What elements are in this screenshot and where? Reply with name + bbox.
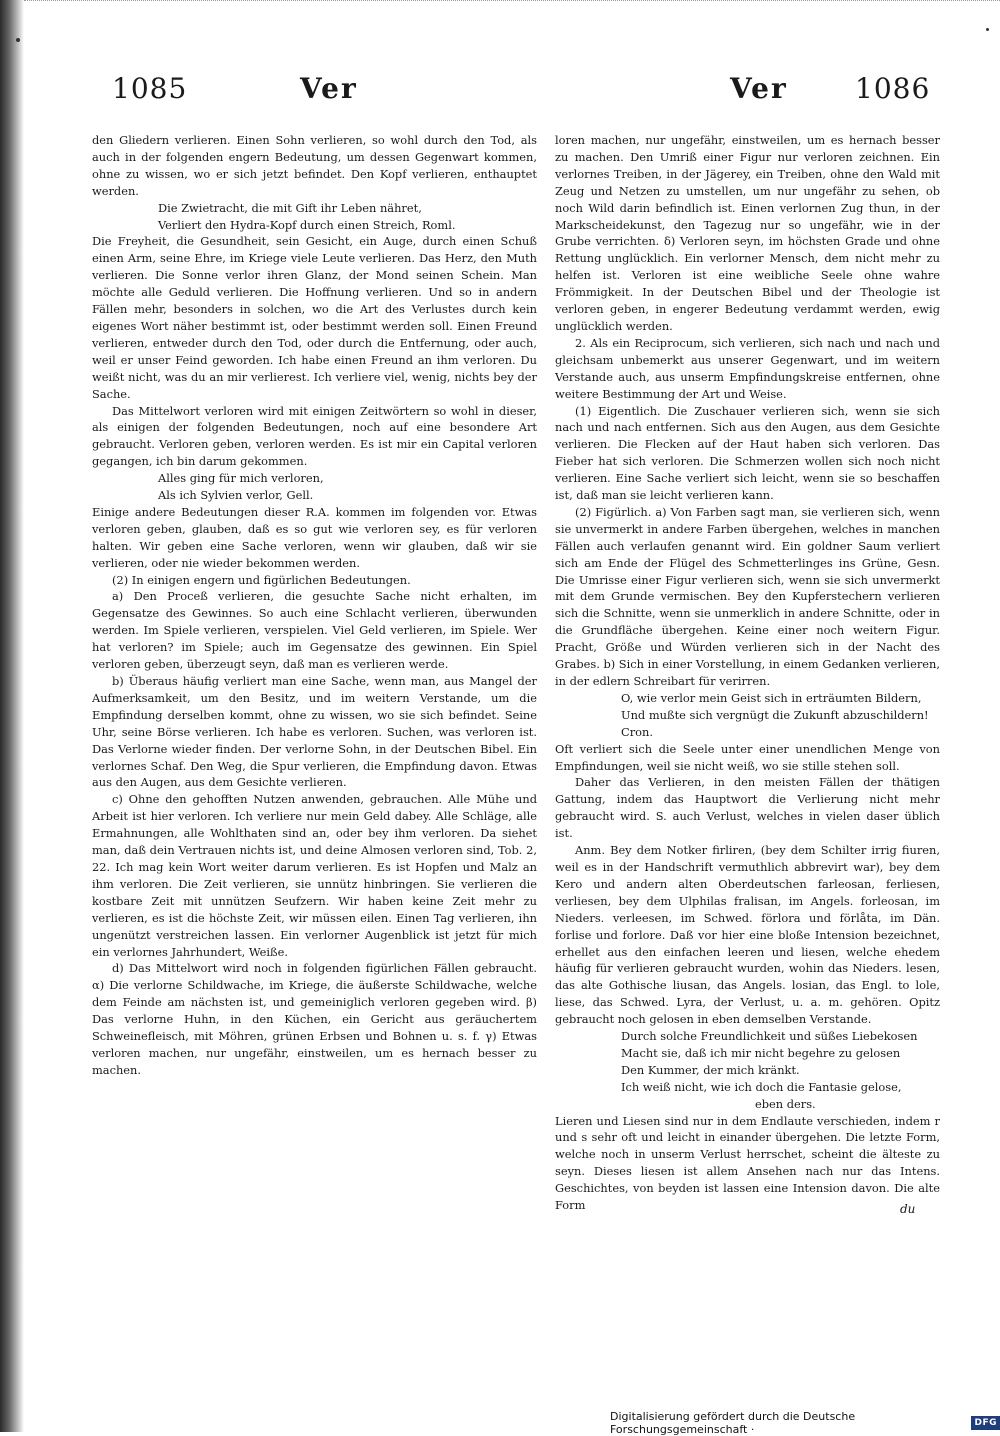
paragraph: den Gliedern verlieren. Einen Sohn verlieren, so wohl durch den Tod, als auch in der folgenden engern Bedeutung, um dessen Gegenwart kommen, ohne zu wissen, wo er sich jetzt befindet. Den Kopf verlieren, enthauptet werden. — [92, 133, 537, 198]
paragraph: c) Ohne den gehofften Nutzen anwenden, gebrauchen. Alle Mühe und Arbeit ist hier verloren. Ich verliere nur mein Geld dabey. Alle Schläge, alle Ermahnungen, alle Wohlthaten sind an, oder bey ihm verloren. Da siehet man, daß dein Vertrauen nichts ist, und deine Almosen verloren sind, Tob. 2, 22. Ich mag kein Wort weiter darum verlieren. Es ist Hopfen und Malz an ihm verloren. Die Zeit verlieren, sie unnütz hinbringen. Sie verlieren die kostbare Zeit mit unnützen Seufzern. Wir haben keine Zeit mehr zu verlieren, es ist die höchste Zeit, wir müssen eilen. Einen Tag verlieren, ihn ungenützt verstreichen lassen. Ein verlorner Augenblick ist jetzt für mich ein verlornes Jahrhundert, Weiße. — [92, 792, 537, 959]
paragraph: Lieren und Liesen sind nur in dem Endlaute verschieden, indem r und s sehr oft und leicht in einander übergehen. Die letzte Form, welche noch in unserm Verlust herrschet, scheint die älteste zu seyn. Dieses liesen ist allem Ansehen nach nur das Intens. Geschichtes, von beyden ist lassen eine Intension davon. Die alte Form — [555, 1113, 940, 1213]
paragraph: Verliert den Hydra-Kopf durch einen Streich, Roml. — [158, 217, 456, 232]
funding-text: Digitalisierung gefördert durch die Deutsche Forschungsgemeinschaft · — [610, 1410, 856, 1436]
paragraph: Einige andere Bedeutungen dieser R.A. kommen im folgenden vor. Etwas verloren geben, glauben, daß es so gut wie verloren sey, es für verloren halten. Wir geben eine Sache verloren, wenn wir glauben, daß wir sie verlieren, oder nie wieder bekommen werden. — [92, 504, 537, 570]
paragraph: Anm. Bey dem Notker firliren, (bey dem Schilter irrig fiuren, weil es in der Handschrift vermuthlich abbrevirt war), bey dem Kero und andern alten Oberdeutschen farleosan, ferliesen, verliesen, bey dem Ulphilas fralisan, im Angels. forleosan, im Nieders. verleesen, im Schwed. förlora und förlåta, im Dän. forlise und forlore. Daß vor hier eine bloße Intension bezeichnet, erhellet aus den einfachen leeren und liesen, welche ehedem häufig für verlieren gebraucht wurden, wohin das Nieders. lesen, das alte Gothische liusan, das Angels. losian, das Engl. to lole, liese, das Schwed. Lyra, der Verlust, u. a. m. gehören. Opitz gebraucht noch gelosen in eben demselben Verstande. — [555, 843, 940, 1027]
paragraph: (2) Figürlich. a) Von Farben sagt man, sie verlieren sich, wenn sie unvermerkt in andere Farben übergehen, welches in manchen Fällen auch verlaufen genannt wird. Ein goldner Saum verliert sich am Ende der Flügel des Schmetterlinges ins Grüne, Gesn. Die Umrisse einer Figur verlieren sich, wenn sie sich unvermerkt mit dem Grunde vermischen. Bey den Kupferstechern verlieren sich die Schnitte, wenn sie unmerklich in andere Schnitte, oder in die Grundfläche übergehen. Keine einer noch weitern Figur. Pracht, Größe und Würden verlieren sich in der Nacht des Grabes. b) Sich in einer Vorstellung, in einem Gedanken verlieren, in der edlern Schreibart für verirren. — [555, 504, 940, 688]
left-page-number: 1085 — [112, 72, 188, 105]
paragraph: Als ich Sylvien verlor, Gell. — [158, 488, 314, 503]
paragraph: Das Mittelwort verloren wird mit einigen Zeitwörtern so wohl in dieser, als einigen der folgenden Bedeutungen, noch auf eine besondere Art gebraucht. Verloren geben, verloren werden. Es ist mir ein Capital verloren gegangen, ich bin darum gekommen. — [92, 403, 537, 469]
right-running-head: Ver — [730, 72, 788, 105]
catchword: du — [900, 1202, 916, 1216]
paragraph: d) Das Mittelwort wird noch in folgenden figürlichen Fällen gebraucht. α) Die verlorne Schildwache, im Kriege, die äußerste Schildwache, welche dem Feinde am nächsten ist, und gemeiniglich verloren gegeben wird. β) Das verlorne Huhn, in den Küchen, ein Gericht aus geräuchertem Schweinefleisch, mit Möhren, grünen Erbsen und Bohnen u. s. f. γ) Etwas verloren machen, nur ungefähr, einstweilen, um es hernach besser zu machen. — [92, 961, 537, 1077]
paragraph: Durch solche Freundlichkeit und süßes Liebekosen — [621, 1029, 918, 1044]
right-page-number: 1086 — [855, 72, 931, 105]
scan-binding-shadow — [0, 0, 24, 1432]
left-running-head: Ver — [300, 72, 358, 105]
left-text-column — [92, 132, 537, 1227]
paragraph: 2. Als ein Reciprocum, sich verlieren, sich nach und nach und gleichsam unbemerkt aus unserer Gegenwart, und im weitern Verstande auch, aus unserm Empfindungskreise entfernen, ohne weitere Bestimmung der Art und Weise. — [555, 335, 940, 401]
paragraph: a) Den Proceß verlieren, die gesuchte Sache nicht erhalten, im Gegensatze des Gewinnes. So auch eine Schlacht verlieren, überwunden werden. Im Spiele verlieren, verspielen. Viel Geld verlieren, im Spiele. Wer hat verloren? im Spiele; auch im Gegensatze des gewinnen. Ein Spiel verloren geben, überzeugt seyn, daß man es verlieren werde. — [92, 589, 537, 672]
right-text-column — [555, 132, 940, 1222]
paragraph: Macht sie, daß ich mir nicht begehre zu gelosen — [621, 1045, 901, 1060]
paragraph: Die Freyheit, die Gesundheit, sein Gesicht, ein Auge, durch einen Schuß einen Arm, seine Ehre, im Kriege viele Leute verlieren. Das Herz, den Muth verlieren. Die Sonne verlor ihren Glanz, der Mond seinen Schein. Man möchte alle Geduld verlieren. Die Hoffnung verlieren. Und so in andern Fällen mehr, besonders in solchen, wo die Art des Verlustes durch kein eigenes Wort näher bestimmt ist, oder bestimmt werden soll. Einen Freund verlieren, entweder durch den Tod, oder durch die Entfernung, oder auch, weil er unser Feind geworden. Ich habe einen Freund an ihm verloren. Du weißt nicht, was du an mir verlierest. Ich verliere viel, wenig, nichts bey der Sache. — [92, 234, 537, 401]
paragraph: Alles ging für mich verloren, — [158, 471, 324, 486]
paragraph: Daher das Verlieren, in den meisten Fällen der thätigen Gattung, indem das Hauptwort die Verlierung nicht mehr gebraucht wird. S. auch Verlust, welches in vielen daser üblich ist. — [555, 775, 940, 841]
paragraph: b) Überaus häufig verliert man eine Sache, wenn man, aus Mangel der Aufmerksamkeit, um den Besitz, und im weitern Verstande, um die Empfindung derselben kommt, ohne zu wissen, wo sie sich befindet. Seine Uhr, seine Börse verlieren. Ich habe es verloren. Suchen, was verloren ist. Das Verlorne wieder finden. Der verlorne Sohn, in der Deutschen Bibel. Ein verlornes Schaf. Den Weg, die Spur verlieren, die Empfindung davon. Etwas aus den Augen, aus dem Gesichte verlieren. — [92, 674, 537, 790]
paragraph: Ich weiß nicht, wie ich doch die Fantasie gelose, — [621, 1079, 902, 1094]
paragraph: loren machen, nur ungefähr, einstweilen, um es hernach besser zu machen. Den Umriß einer Figur nur verloren zeichnen. Ein verlornes Treiben, in der Jägerey, ein Treiben, ohne den Wald mit Zeug und Netzen zu umstellen, um nur ungefähr zu sehen, ob noch Wild darin befindlich ist. Einen verlornen Zug thun, in der Markscheidekunst, den Tagezug nur so ungefähr, wie in der Grube verrichten. δ) Verloren seyn, im höchsten Grade und ohne Rettung unglücklich. Ein verlorner Mensch, dem nicht mehr zu helfen ist. Verloren ist eine weibliche Seele ohne wahre Frömmigkeit. In der Deutschen Bibel und der Theologie ist verloren geben, in engerer Bedeutung verdammt werden, ewig unglücklich werden. — [555, 133, 940, 333]
paragraph: (1) Eigentlich. Die Zuschauer verlieren sich, wenn sie sich nach und nach entfernen. Sich aus den Augen, aus dem Gesichte verlieren. Die Flecken auf der Haut haben sich verloren. Das Fieber hat sich verloren. Die Schmerzen wollen sich noch nicht verlieren. Eine Sache verliert sich leicht, wenn sie so beschaffen ist, daß man sie leicht verlieren kann. — [555, 403, 940, 503]
paragraph: Die Zwietracht, die mit Gift ihr Leben nähret, — [158, 200, 422, 215]
paragraph: (2) In einigen engern und figürlichen Bedeutungen. — [112, 572, 411, 587]
dfg-logo-badge: DFG — [971, 1416, 1000, 1430]
paragraph: Den Kummer, der mich kränkt. — [621, 1062, 800, 1077]
paragraph: eben ders. — [755, 1096, 816, 1111]
paragraph: Und mußte sich vergnügt die Zukunft abzuschildern! Cron. — [621, 707, 929, 739]
funding-footer — [610, 1410, 1000, 1436]
ink-speck — [986, 28, 989, 31]
ink-speck — [16, 38, 20, 42]
scan-top-edge — [24, 0, 1000, 35]
paragraph: O, wie verlor mein Geist sich in erträumten Bildern, — [621, 690, 922, 705]
paragraph: Oft verliert sich die Seele unter einer unendlichen Menge von Empfindungen, weil sie nicht weiß, wo sie stille stehen soll. — [555, 741, 940, 773]
